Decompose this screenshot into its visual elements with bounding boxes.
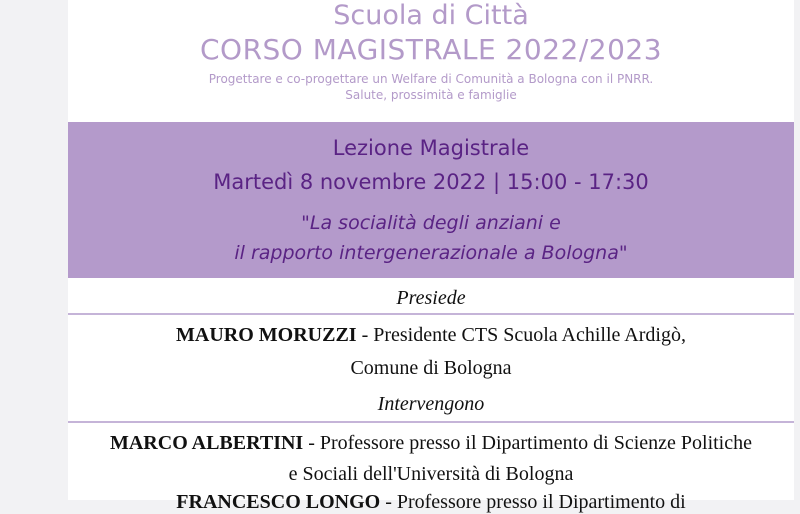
speaker-2-name: FRANCESCO LONGO — [176, 491, 381, 513]
course-title: CORSO MAGISTRALE 2022/2023 — [199, 33, 663, 66]
chair-role-line1: - Presidente CTS Scuola Achille Ardigò, — [356, 324, 686, 346]
speakers-label: Intervengono — [377, 393, 485, 415]
lecture-topic-line1: "La socialità degli anziani e — [301, 212, 561, 234]
speaker-2-role-line1: - Professore presso il Dipartimento di — [380, 491, 686, 513]
chair-line1 — [68, 324, 794, 347]
speaker-1-name: MARCO ALBERTINI — [109, 432, 304, 454]
document-page — [68, 0, 794, 513]
lecture-title: Lezione Magistrale — [332, 136, 530, 160]
lecture-band — [68, 122, 794, 278]
divider — [68, 421, 794, 423]
speaker-1-line1 — [68, 432, 794, 455]
document-header — [68, 0, 794, 120]
speaker-1-role-line2: e Sociali dell'Università di Bologna — [288, 463, 574, 485]
speaker-2-line1 — [68, 491, 794, 514]
divider — [68, 313, 794, 315]
lecture-date: Martedì 8 novembre 2022 | 15:00 - 17:30 — [213, 170, 649, 194]
school-title: Scuola di Città — [333, 0, 529, 31]
course-subtitle-line1: Progettare e co-progettare un Welfare di Comunità a Bologna con il PNRR. — [208, 72, 654, 86]
lecture-topic-line2: il rapporto intergenerazionale a Bologna" — [234, 242, 628, 264]
course-subtitle-line2: Salute, prossimità e famiglie — [345, 88, 517, 102]
chair-name: MAURO MORUZZI — [176, 324, 357, 346]
chair-role-line2: Comune di Bologna — [350, 357, 512, 379]
chair-label: Presiede — [396, 287, 466, 309]
speaker-1-role-line1: - Professore presso il Dipartimento di Scienze Politiche — [303, 432, 752, 454]
